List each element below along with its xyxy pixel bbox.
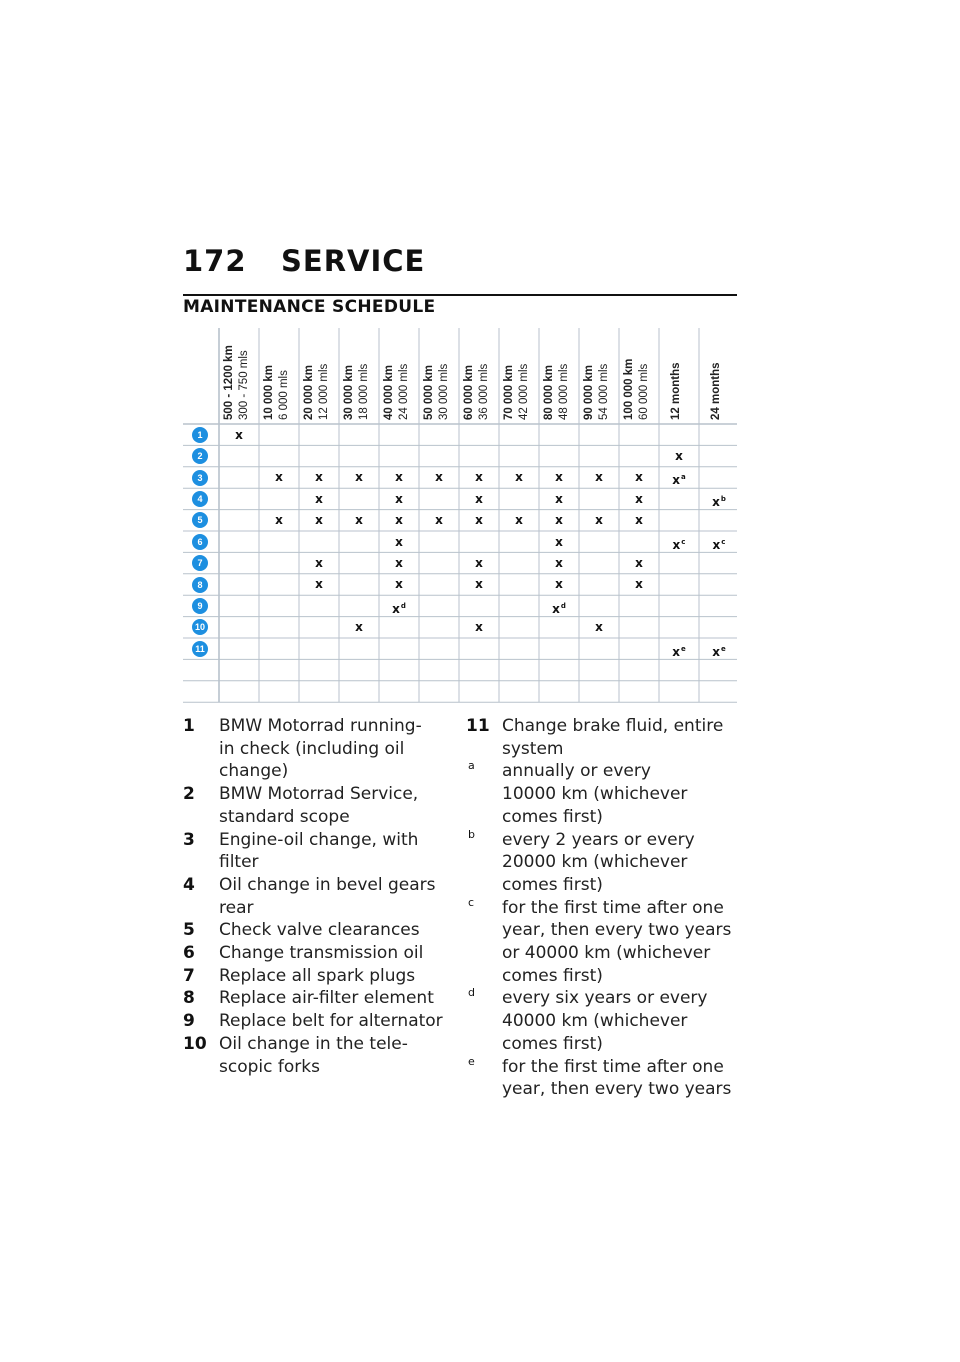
schedule-mark: x bbox=[395, 555, 403, 570]
column-header-miles: 12 000 mls bbox=[318, 363, 330, 420]
column-header bbox=[542, 332, 580, 420]
row-number-badge: 9 bbox=[192, 598, 208, 614]
legend-left-column bbox=[183, 715, 453, 1078]
footnote-item bbox=[466, 987, 736, 1055]
legend-text-line: in check (including oil bbox=[219, 738, 405, 759]
row-number-badge: 7 bbox=[192, 555, 208, 571]
legend-item bbox=[183, 1010, 453, 1033]
legend-key: 1 bbox=[183, 716, 195, 736]
column-header-miles: 60 000 mls bbox=[638, 363, 650, 420]
legend-text-line: Replace air-filter element bbox=[219, 988, 434, 1009]
footnote-ref: a bbox=[681, 473, 686, 482]
legend-text-line: Check valve clearances bbox=[219, 920, 420, 941]
schedule-mark: x bbox=[635, 470, 643, 485]
legend-item bbox=[183, 942, 453, 965]
footnote-ref: d bbox=[400, 601, 406, 610]
column-header-distance: 30 000 km bbox=[343, 365, 355, 420]
column-header-distance: 60 000 km bbox=[463, 365, 475, 420]
legend-item bbox=[183, 1033, 453, 1078]
schedule-mark: $x^e$ bbox=[672, 644, 686, 659]
schedule-mark: x bbox=[235, 427, 243, 442]
legend-item bbox=[466, 715, 736, 760]
column-header-distance: 100 000 km bbox=[623, 358, 635, 420]
legend-text-line: every six years or every bbox=[502, 988, 708, 1009]
column-header-distance: 90 000 km bbox=[583, 365, 595, 420]
legend-text-line: year, then every two years bbox=[502, 920, 732, 941]
legend-text-line: change) bbox=[219, 761, 289, 782]
section-title: SERVICE bbox=[281, 244, 426, 278]
legend-key: 4 bbox=[183, 874, 195, 895]
legend-item bbox=[183, 783, 453, 828]
schedule-mark: x bbox=[435, 470, 443, 485]
legend-text-line: Replace all spark plugs bbox=[219, 965, 416, 986]
legend-key: 8 bbox=[183, 988, 195, 1009]
legend-text-line: Change brake fluid, entire bbox=[502, 716, 724, 736]
row-number-badge: 3 bbox=[192, 470, 208, 486]
schedule-mark: x bbox=[475, 555, 483, 570]
column-header-distance: 10 000 km bbox=[263, 365, 275, 420]
legend-text-line: comes first) bbox=[502, 1033, 603, 1054]
legend-item bbox=[183, 715, 453, 783]
schedule-mark: x bbox=[595, 513, 603, 528]
column-header-miles: 54 000 mls bbox=[598, 363, 610, 420]
column-header bbox=[582, 332, 620, 420]
legend-text-line: scopic forks bbox=[219, 1056, 320, 1077]
column-header-distance: 20 000 km bbox=[303, 365, 315, 420]
schedule-mark: $x^d$ bbox=[552, 601, 566, 616]
footnote-item bbox=[466, 760, 736, 828]
schedule-mark: x bbox=[555, 491, 563, 506]
schedule-mark: x bbox=[315, 577, 323, 592]
schedule-mark: $x^d$ bbox=[392, 601, 406, 616]
schedule-mark: x bbox=[635, 491, 643, 506]
legend-text-line: BMW Motorrad running- bbox=[219, 716, 422, 736]
schedule-mark: x bbox=[475, 470, 483, 485]
schedule-mark: x bbox=[435, 513, 443, 528]
column-header bbox=[422, 332, 460, 420]
schedule-mark: x bbox=[595, 470, 603, 485]
legend-key: 3 bbox=[183, 829, 195, 850]
legend-key: 5 bbox=[183, 920, 195, 941]
legend-key: e bbox=[468, 1054, 475, 1068]
column-header-distance: 50 000 km bbox=[423, 365, 435, 420]
legend-key: 10 bbox=[183, 1033, 207, 1054]
schedule-mark: x bbox=[515, 470, 523, 485]
schedule-mark: x bbox=[555, 555, 563, 570]
column-header bbox=[302, 332, 340, 420]
legend-text-line: rear bbox=[219, 897, 254, 918]
legend-right-column bbox=[466, 715, 736, 1101]
legend-key: a bbox=[468, 759, 475, 773]
footnote-item bbox=[466, 897, 736, 988]
row-number-badge: 2 bbox=[192, 448, 208, 464]
schedule-mark: x bbox=[515, 513, 523, 528]
column-header bbox=[262, 332, 300, 420]
schedule-mark: x bbox=[475, 620, 483, 635]
legend-item bbox=[183, 874, 453, 919]
legend-text-line: comes first) bbox=[502, 874, 603, 895]
footnote-ref: c bbox=[681, 537, 686, 546]
legend-text-line: every 2 years or every bbox=[502, 829, 695, 850]
schedule-mark: x bbox=[315, 513, 323, 528]
column-header-miles: 42 000 mls bbox=[518, 363, 530, 420]
legend-text-line: 10000 km (whichever bbox=[502, 784, 688, 805]
legend-text-line: standard scope bbox=[219, 806, 350, 827]
column-header bbox=[342, 332, 380, 420]
column-header bbox=[662, 332, 700, 420]
maintenance-schedule-table bbox=[183, 328, 737, 706]
legend-key: 2 bbox=[183, 784, 195, 805]
schedule-mark: x bbox=[635, 577, 643, 592]
legend-item bbox=[183, 829, 453, 874]
page-header bbox=[183, 240, 737, 296]
column-header-distance: 12 months bbox=[670, 362, 682, 420]
schedule-mark: x bbox=[635, 513, 643, 528]
schedule-mark: x bbox=[315, 555, 323, 570]
schedule-mark: $x^b$ bbox=[712, 494, 726, 509]
schedule-mark: x bbox=[395, 534, 403, 549]
schedule-mark: x bbox=[395, 470, 403, 485]
row-number-badge: 5 bbox=[192, 512, 208, 528]
page-number: 172 bbox=[183, 244, 247, 278]
footnote-item bbox=[466, 1056, 736, 1101]
schedule-mark: x bbox=[355, 513, 363, 528]
column-header-distance: 70 000 km bbox=[503, 365, 515, 420]
schedule-mark: $x^a$ bbox=[672, 473, 686, 488]
legend-text-line: Oil change in bevel gears bbox=[219, 874, 436, 895]
schedule-mark: $x^e$ bbox=[712, 644, 726, 659]
legend-item bbox=[183, 987, 453, 1010]
legend-text-line: for the first time after one bbox=[502, 897, 724, 918]
column-header-distance: 500 - 1200 km bbox=[223, 345, 235, 420]
column-header-miles: 6 000 mls bbox=[278, 370, 290, 420]
row-number-badge: 6 bbox=[192, 534, 208, 550]
schedule-mark: x bbox=[635, 555, 643, 570]
legend-text-line: comes first) bbox=[502, 965, 603, 986]
schedule-mark: $x^c$ bbox=[672, 537, 686, 552]
column-header bbox=[702, 332, 740, 420]
schedule-mark: x bbox=[395, 513, 403, 528]
column-header-miles: 48 000 mls bbox=[558, 363, 570, 420]
legend-key: 11 bbox=[466, 716, 490, 736]
legend-text-line: annually or every bbox=[502, 761, 651, 782]
column-header-distance: 40 000 km bbox=[383, 365, 395, 420]
column-header bbox=[382, 332, 420, 420]
schedule-mark: x bbox=[475, 491, 483, 506]
legend-text-line: Change transmission oil bbox=[219, 943, 424, 964]
legend-item bbox=[183, 919, 453, 942]
footnote-ref: d bbox=[560, 601, 566, 610]
schedule-mark: x bbox=[355, 620, 363, 635]
schedule-mark: x bbox=[395, 577, 403, 592]
column-header-miles: 36 000 mls bbox=[478, 363, 490, 420]
subsection-title: MAINTENANCE SCHEDULE bbox=[183, 297, 436, 317]
column-header-miles: 24 000 mls bbox=[398, 363, 410, 420]
column-header bbox=[502, 332, 540, 420]
footnote-ref: c bbox=[721, 537, 726, 546]
column-header bbox=[462, 332, 500, 420]
legend-text-line: year, then every two years bbox=[502, 1079, 732, 1100]
row-number-badge: 1 bbox=[192, 427, 208, 443]
legend-key: 7 bbox=[183, 965, 195, 986]
schedule-mark: x bbox=[555, 470, 563, 485]
legend-key: b bbox=[468, 827, 475, 841]
footnote-item bbox=[466, 829, 736, 897]
row-number-badge: 10 bbox=[192, 619, 208, 635]
column-header-distance: 80 000 km bbox=[543, 365, 555, 420]
schedule-mark: $x^c$ bbox=[712, 537, 726, 552]
legend-text-line: Replace belt for alternator bbox=[219, 1011, 443, 1032]
schedule-mark: x bbox=[675, 448, 683, 463]
footnote-ref: e bbox=[681, 644, 686, 653]
column-header bbox=[222, 332, 260, 420]
legend-text-line: or 40000 km (whichever bbox=[502, 943, 711, 964]
schedule-mark: x bbox=[555, 577, 563, 592]
column-header bbox=[622, 332, 660, 420]
schedule-mark: x bbox=[555, 534, 563, 549]
legend-key: c bbox=[468, 895, 475, 909]
schedule-mark: x bbox=[595, 620, 603, 635]
schedule-mark: x bbox=[315, 491, 323, 506]
legend-text-line: filter bbox=[219, 852, 259, 873]
row-number-badge: 11 bbox=[192, 641, 208, 657]
legend-text-line: comes first) bbox=[502, 806, 603, 827]
schedule-mark: x bbox=[395, 491, 403, 506]
legend-text-line: 20000 km (whichever bbox=[502, 852, 688, 873]
column-header-distance: 24 months bbox=[710, 362, 722, 420]
column-header-miles: 18 000 mls bbox=[358, 363, 370, 420]
schedule-mark: x bbox=[475, 513, 483, 528]
legend-item bbox=[183, 965, 453, 988]
footnote-ref: e bbox=[721, 644, 726, 653]
legend-text-line: for the first time after one bbox=[502, 1056, 724, 1077]
legend-text-line: 40000 km (whichever bbox=[502, 1011, 688, 1032]
schedule-mark: x bbox=[355, 470, 363, 485]
schedule-mark: x bbox=[475, 577, 483, 592]
schedule-mark: x bbox=[275, 470, 283, 485]
schedule-mark: x bbox=[315, 470, 323, 485]
legend-text-line: Engine-oil change, with bbox=[219, 829, 419, 850]
legend-key: 9 bbox=[183, 1011, 195, 1032]
legend-key: d bbox=[468, 986, 475, 1000]
row-number-badge: 4 bbox=[192, 491, 208, 507]
legend-key: 6 bbox=[183, 943, 195, 964]
schedule-mark: x bbox=[275, 513, 283, 528]
legend-text-line: system bbox=[502, 738, 564, 759]
row-number-badge: 8 bbox=[192, 577, 208, 593]
legend-text-line: BMW Motorrad Service, bbox=[219, 784, 419, 805]
column-header-miles: 300 - 750 mls bbox=[238, 350, 250, 420]
schedule-mark: x bbox=[555, 513, 563, 528]
footnote-ref: b bbox=[720, 494, 726, 503]
column-header-miles: 30 000 mls bbox=[438, 363, 450, 420]
legend-text-line: Oil change in the tele- bbox=[219, 1033, 408, 1054]
